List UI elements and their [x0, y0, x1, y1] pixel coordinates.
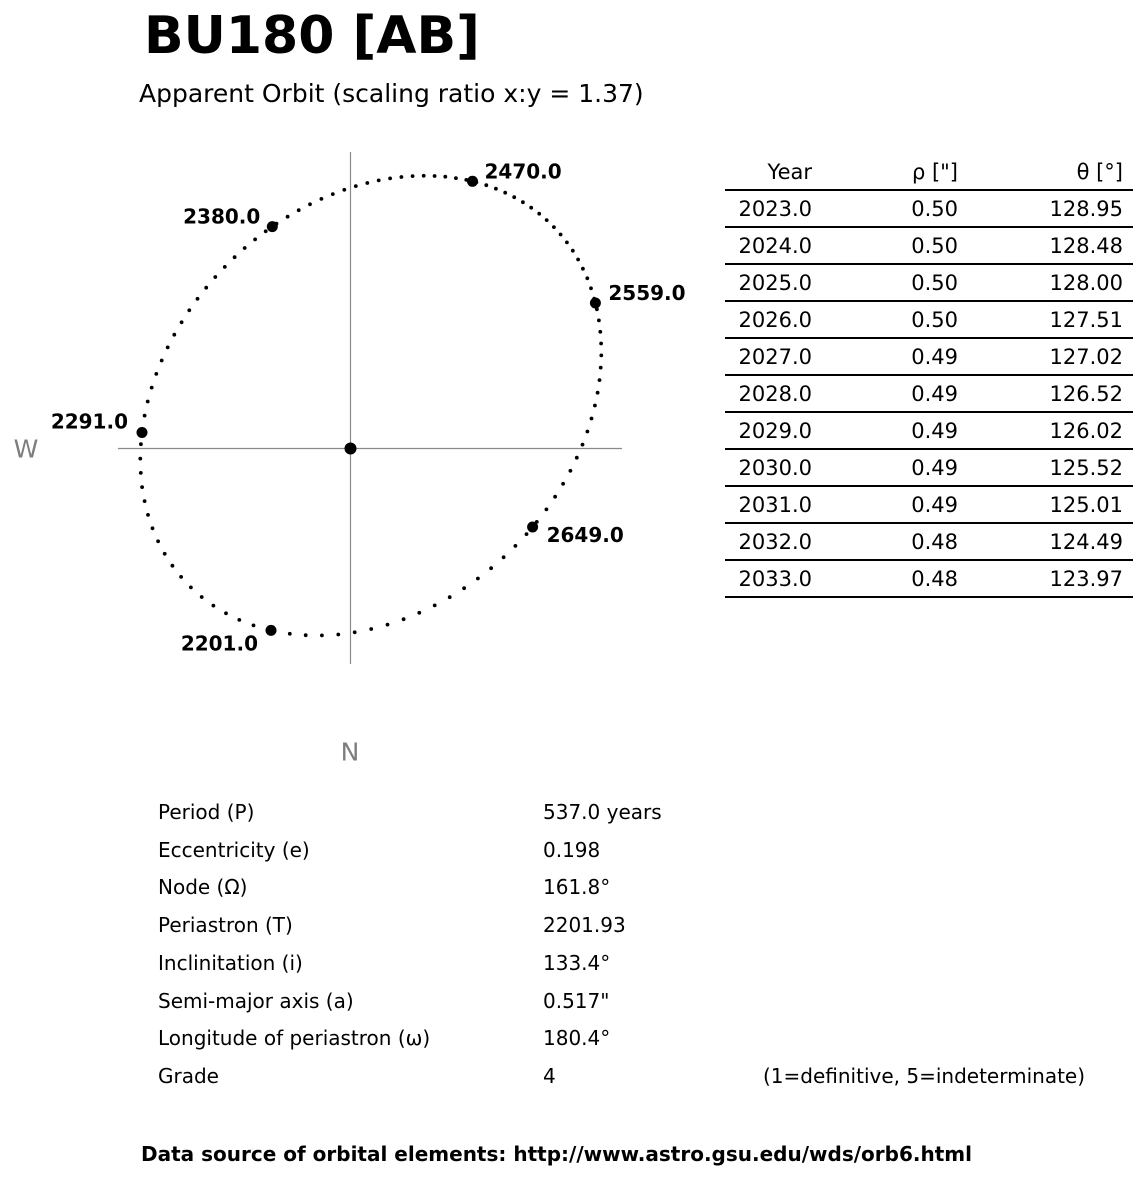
orbit-dot	[514, 544, 518, 548]
orbit-dot	[143, 414, 147, 418]
epoch-label: 2201.0	[180, 631, 258, 656]
year-cell: 2029.0	[725, 412, 812, 449]
orbit-dot	[484, 183, 488, 187]
rho-cell: 0.49	[812, 486, 958, 523]
theta-cell: 128.00	[958, 264, 1133, 301]
element-label: Periastron (T)	[158, 913, 293, 937]
orbit-dot	[589, 286, 593, 290]
orbit-dot	[593, 404, 597, 408]
element-value: 4	[543, 1064, 556, 1088]
rho-cell: 0.50	[812, 190, 958, 227]
west-label: W	[13, 434, 39, 464]
orbit-dot	[585, 276, 589, 280]
element-row	[0, 793, 1141, 831]
column-header: Year	[725, 154, 812, 190]
orbit-dot	[598, 378, 602, 382]
orbit-dot	[388, 177, 392, 181]
table-row	[725, 375, 1133, 412]
orbit-dot	[160, 359, 164, 363]
epoch-label: 2559.0	[608, 281, 686, 305]
theta-cell: 128.48	[958, 227, 1133, 264]
element-label: Semi-major axis (a)	[158, 989, 354, 1013]
orbit-dot	[377, 179, 381, 183]
rho-cell: 0.49	[812, 338, 958, 375]
orbit-dot	[150, 386, 154, 390]
element-label: Inclinitation (i)	[158, 951, 303, 975]
orbit-dot	[575, 456, 579, 460]
orbit-dot	[224, 611, 228, 615]
epoch-label: 2380.0	[183, 204, 261, 229]
orbit-dot	[196, 297, 200, 301]
orbit-dot	[503, 191, 507, 195]
year-cell: 2023.0	[725, 190, 812, 227]
orbit-dot	[320, 197, 324, 201]
theta-cell: 126.52	[958, 375, 1133, 412]
orbit-dot	[525, 532, 529, 536]
page-title: BU180 [AB]	[144, 6, 480, 66]
orbit-dot	[581, 267, 585, 271]
orbit-dot	[354, 184, 358, 188]
theta-cell: 128.95	[958, 190, 1133, 227]
element-label: Node (Ω)	[158, 875, 248, 899]
orbit-dot	[565, 241, 569, 245]
table-row	[725, 264, 1133, 301]
orbit-dot	[253, 238, 257, 242]
orbit-dot	[561, 482, 565, 486]
ephemeris-table-body	[725, 190, 1133, 597]
orbit-dot	[297, 208, 301, 212]
orbit-dot	[331, 192, 335, 196]
orbit-dot	[553, 495, 557, 499]
orbit-dot	[342, 188, 346, 192]
orbit-dot	[433, 174, 437, 178]
orbit-dot	[586, 430, 590, 434]
orbit-dot	[154, 372, 158, 376]
orbit-dot	[443, 175, 447, 179]
orbit-dot	[212, 604, 216, 608]
orbit-dot	[454, 176, 458, 180]
orbit-dot	[180, 320, 184, 324]
element-label: Period (P)	[158, 800, 255, 824]
orbit-dot	[139, 471, 143, 475]
orbit-dot	[552, 225, 556, 229]
orbit-dot	[596, 391, 600, 395]
orbit-dot	[369, 627, 373, 631]
orbit-dot	[512, 195, 516, 199]
element-label: Eccentricity (e)	[158, 838, 310, 862]
rho-cell: 0.48	[812, 560, 958, 597]
orbit-dot	[545, 508, 549, 512]
orbit-dot	[417, 611, 421, 615]
orbit-dot	[462, 586, 466, 590]
rho-cell: 0.49	[812, 449, 958, 486]
orbit-dot	[597, 319, 601, 323]
orbit-dot	[599, 354, 603, 358]
year-cell: 2027.0	[725, 338, 812, 375]
orbit-dot	[494, 187, 498, 191]
year-cell: 2030.0	[725, 449, 812, 486]
orbit-dot	[386, 623, 390, 627]
orbit-dot	[590, 417, 594, 421]
element-value: 180.4°	[543, 1026, 611, 1050]
element-value: 2201.93	[543, 913, 626, 937]
orbit-dot	[243, 246, 247, 250]
epoch-label: 2291.0	[50, 409, 128, 434]
orbit-dot	[204, 286, 208, 290]
orbit-dot	[529, 206, 533, 210]
orbit-dot	[171, 564, 175, 568]
orbit-dot	[336, 633, 340, 637]
orbit-dot	[146, 400, 150, 404]
orbit-dot	[140, 485, 144, 489]
orbit-dot	[138, 457, 142, 461]
orbit-dot	[139, 442, 143, 446]
epoch-dot	[467, 176, 478, 187]
data-source-note: Data source of orbital elements: http://www.astro.gsu.edu/wds/orb6.html	[141, 1142, 972, 1166]
theta-cell: 127.02	[958, 338, 1133, 375]
table-row	[725, 486, 1133, 523]
orbit-dot	[411, 174, 415, 178]
year-cell: 2031.0	[725, 486, 812, 523]
element-value: 133.4°	[543, 951, 611, 975]
orbit-dot	[545, 218, 549, 222]
year-cell: 2026.0	[725, 301, 812, 338]
rho-cell: 0.50	[812, 264, 958, 301]
page-subtitle: Apparent Orbit (scaling ratio x:y = 1.37)	[139, 79, 644, 108]
table-row	[725, 523, 1133, 560]
year-cell: 2025.0	[725, 264, 812, 301]
element-value: 537.0 years	[543, 800, 662, 824]
element-label: Grade	[158, 1064, 219, 1088]
grade-scale-note: (1=definitive, 5=indeterminate)	[763, 1064, 1086, 1088]
orbit-dot	[576, 258, 580, 262]
orbit-dot	[304, 633, 308, 637]
orbit-dot	[288, 632, 292, 636]
epoch-label: 2649.0	[546, 523, 624, 547]
orbit-dot	[402, 617, 406, 621]
orbit-dot	[537, 212, 541, 216]
orbit-dot	[569, 469, 573, 473]
ephemeris-table	[725, 154, 1133, 598]
element-row	[0, 868, 1141, 906]
year-cell: 2033.0	[725, 560, 812, 597]
element-row	[0, 1019, 1141, 1057]
orbit-dot	[223, 265, 227, 269]
orbit-dot	[571, 249, 575, 253]
orbit-dot	[521, 200, 525, 204]
table-header-row	[725, 154, 1133, 190]
rho-cell: 0.48	[812, 523, 958, 560]
orbit-dot	[598, 330, 602, 334]
orbit-dot	[599, 342, 603, 346]
element-row	[0, 831, 1141, 869]
theta-cell: 123.97	[958, 560, 1133, 597]
orbit-dot	[559, 233, 563, 237]
orbit-dot	[179, 575, 183, 579]
table-row	[725, 412, 1133, 449]
orbit-dot	[163, 552, 167, 556]
table-row	[725, 190, 1133, 227]
orbit-dot	[433, 604, 437, 608]
orbit-dot	[353, 630, 357, 634]
epoch-label: 2470.0	[484, 159, 562, 184]
table-row	[725, 449, 1133, 486]
orbit-dot	[489, 566, 493, 570]
theta-cell: 127.51	[958, 301, 1133, 338]
orbit-dot	[200, 595, 204, 599]
orbit-dot	[400, 175, 404, 179]
rho-cell: 0.49	[812, 375, 958, 412]
theta-cell: 125.01	[958, 486, 1133, 523]
epoch-dot	[527, 522, 538, 533]
theta-cell: 124.49	[958, 523, 1133, 560]
theta-cell: 126.02	[958, 412, 1133, 449]
orbit-dot	[422, 174, 426, 178]
year-cell: 2024.0	[725, 227, 812, 264]
element-row	[0, 1057, 1141, 1095]
element-row	[0, 982, 1141, 1020]
orbit-dot	[502, 555, 506, 559]
element-row	[0, 944, 1141, 982]
orbit-dot	[308, 202, 312, 206]
table-row	[725, 338, 1133, 375]
table-row	[725, 301, 1133, 338]
orbit-dot	[448, 595, 452, 599]
element-label: Longitude of periastron (ω)	[158, 1026, 431, 1050]
orbit-dot	[151, 526, 155, 530]
orbit-dot	[189, 586, 193, 590]
orbit-dot	[365, 181, 369, 185]
orbit-dot	[252, 624, 256, 628]
ephemeris-table-header	[725, 154, 1133, 190]
column-header: θ [°]	[958, 154, 1133, 190]
epoch-dot	[267, 221, 278, 232]
epoch-dot	[137, 427, 148, 438]
column-header: ρ ["]	[812, 154, 958, 190]
rho-cell: 0.50	[812, 301, 958, 338]
element-value: 0.198	[543, 838, 601, 862]
year-cell: 2032.0	[725, 523, 812, 560]
orbit-dot	[146, 513, 150, 517]
orbit-dot	[599, 366, 603, 370]
north-label: N	[340, 737, 360, 767]
year-cell: 2028.0	[725, 375, 812, 412]
rho-cell: 0.50	[812, 227, 958, 264]
orbit-dot	[320, 634, 324, 638]
table-row	[725, 227, 1133, 264]
element-value: 161.8°	[543, 875, 611, 899]
epoch-dot	[590, 298, 601, 309]
element-row	[0, 906, 1141, 944]
orbit-dot	[172, 333, 176, 337]
orbit-dot	[156, 539, 160, 543]
epoch-dot	[266, 625, 277, 636]
orbit-dot	[581, 443, 585, 447]
primary-star-dot	[345, 443, 357, 455]
orbit-dot	[264, 229, 268, 233]
orbit-dot	[286, 215, 290, 219]
orbit-dot	[166, 346, 170, 350]
orbit-dot	[237, 618, 241, 622]
orbit-dot	[233, 255, 237, 259]
theta-cell: 125.52	[958, 449, 1133, 486]
element-value: 0.517"	[543, 989, 610, 1013]
orbit-dot	[143, 499, 147, 503]
orbit-dot	[213, 275, 217, 279]
rho-cell: 0.49	[812, 412, 958, 449]
table-row	[725, 560, 1133, 597]
orbit-dot	[187, 308, 191, 312]
orbit-dot	[476, 577, 480, 581]
